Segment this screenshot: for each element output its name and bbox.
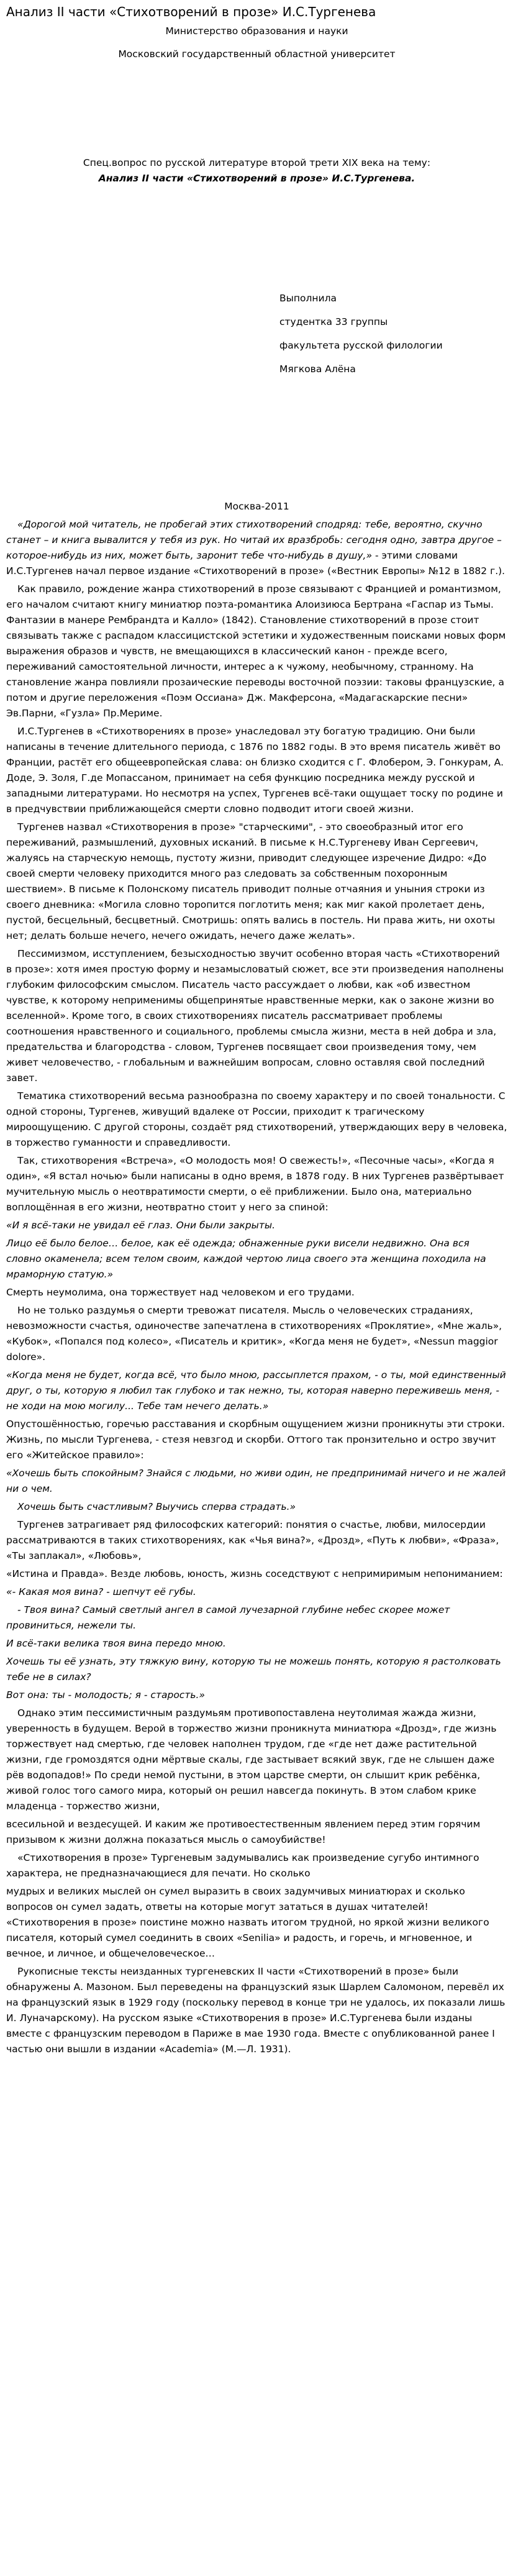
body-paragraph xyxy=(6,1636,507,1651)
body-paragraph xyxy=(6,1089,507,1151)
quote-text: «- Какая моя вина? - шепчут её губы. xyxy=(6,1586,196,1597)
body-paragraph xyxy=(6,1688,507,1703)
quote-text: «Дорогой мой читатель, не пробегай этих стихотворений сподряд: тебе, вероятно, скучно станет – и книга вывалится у тебя из рук. Но читай их вразбробь: сегодня одно, завтра другое – которое-нибудь из них, может быть, заронит тебе что-нибудь в душу,» xyxy=(6,519,502,561)
quote-text: «И я всё-таки не увидал её глаз. Они были закрыты. xyxy=(6,1220,276,1231)
author-block xyxy=(279,291,507,377)
ministry-line: Министерство образования и науки xyxy=(165,25,348,37)
city-year: Москва-2011 xyxy=(224,501,289,512)
body-paragraph xyxy=(6,1303,507,1365)
spacer xyxy=(6,62,507,155)
body-paragraph xyxy=(6,1153,507,1215)
paragraph-text: Тургенев затрагивает ряд философских категорий: понятия о счастье, любви, милосердии рассматриваются в таких стихотворениях, как «Чья вина?», «Дрозд», «Путь к любви», «Фраза», «Ты заплакал», «Любовь», xyxy=(6,1519,499,1561)
quote-text: Хочешь быть счастливым? Выучись сперва страдать.» xyxy=(17,1501,296,1512)
body-paragraph xyxy=(6,1466,507,1497)
paragraph-text: Опустошённостью, горечью расставания и скорбным ощущением жизни проникнуты эти строки. Жизнь, по мысли Тургенева, - стезя невзгод и скорби. Оттого так пронзительно и остро звучит его «Житейское правило»: xyxy=(6,1418,506,1461)
spec-question-title: Анализ II части «Стихотворений в прозе» И.С.Тургенева. xyxy=(98,173,415,184)
paragraph-text: «Стихотворения в прозе» Тургеневым задумывались как произведение сугубо интимного характера, не предназначающиеся для печати. Но сколько xyxy=(6,1852,479,1879)
quote-text: Лицо её было белое… белое, как её одежда; обнаженные руки висели недвижно. Она вся словно окаменела; всем телом своим, каждой чертою лица своего эта женщина походила на мраморную статую.» xyxy=(6,1238,486,1280)
author-name: Мягкова Алёна xyxy=(279,363,356,375)
paragraph-text: Тургенев назвал «Стихотворения в прозе» "старческими", - это своеобразный итог его переживаний, размышлений, духовных исканий. В письме к Н.С.Тургеневу Иван Сергеевич, жалуясь на старческую немощь, пустоту жизни, приводит следующее изречение Дидро: «До своей смерти человеку приходится много раз следовать за собственным похоронным шествием». В письме к Полонскому писатель приводит полные отчаяния и уныния строки из своего дневника: «Могила словно торопится поглотить меня; как миг какой пролетает день, пустой, бесцельный, бесцветный. Смотришь: опять вались в постель. Ни права жить, ни охоты нет; делать больше нечего, нечего ожидать, нечего даже желать». xyxy=(6,821,496,941)
paragraph-text: Смерть неумолима, она торжествует над человеком и его трудами. xyxy=(6,1287,355,1298)
paragraph-text: Пессимизмом, исступлением, безысходностью звучит особенно вторая часть «Стихотворений в прозе»: хотя имея простую форму и незамысловатый сюжет, все эти произведения наполнены глубоким философским смыслом. Писатель часто рассуждает о любви, как «об известном чувстве, к которому неприменимы общепринятые нравственные мерки, как о законе жизни во вселенной». Кроме того, в своих стихотворениях писатель рассматривает проблемы соотношения нравственного и социального, проблемы смысла жизни, места в ней добра и зла, предательства и благородства - словом, Тургенев посвящает свои произведения тому, чем живет человечество, - глобальным и важнейшим вопросам, словно оставляя свой последний завет. xyxy=(6,948,504,1084)
document-title: Анализ II части «Стихотворений в прозе» И.С.Тургенева xyxy=(6,4,376,19)
body-paragraph xyxy=(6,946,507,1086)
paragraph-text: Так, стихотворения «Встреча», «О молодость моя! О свежесть!», «Песочные часы», «Когда я один», «Я встал ночью» были написаны в одно время, в 1878 году. В них Тургенев развёртывает мучительную мысль о неотвратимости смерти, о её приближении. Было она, материально воплощённая в его жизни, неотвратно стоит у него за спиной: xyxy=(6,1155,504,1213)
body-paragraph xyxy=(6,582,507,721)
body-paragraph xyxy=(6,1499,507,1515)
paragraph-text: мудрых и великих мыслей он сумел выразить в своих задумчивых миниатюрах и сколько вопросов он сумел задать, ответы на которые могут зататься в душах читателей! «Стихотворения в прозе» поистине можно назвать итогом трудной, но яркой жизни великого писателя, который сумел соединить в своих «Senilia» и радость, и горечь, и мгновенное, и вечное, и личное, и общечеловеческое… xyxy=(6,1886,489,1959)
body-paragraph xyxy=(6,1706,507,1814)
spec-question-line: Спец.вопрос по русской литературе второй трети XIX века на тему: xyxy=(83,157,431,168)
author-group: студентка 33 группы xyxy=(279,316,388,327)
body-paragraph xyxy=(6,820,507,944)
body-paragraph xyxy=(6,1964,507,2057)
body-paragraph xyxy=(6,1566,507,1582)
body-paragraph xyxy=(6,1884,507,1962)
paragraph-text: Но не только раздумья о смерти тревожат писателя. Мысль о человеческих страданиях, невозможности счастья, одиночестве запечатлена в стихотворениях «Проклятие», «Мне жаль», «Кубок», «Попался под колесо», «Писатель и критик», «Когда меня не будет», «Nessun maggior dolore». xyxy=(6,1305,502,1363)
quote-text: И всё-таки велика твоя вина передо мною. xyxy=(6,1638,226,1649)
paragraph-text: «Истина и Правда». Везде любовь, юность, жизнь соседствуют с непримиримым непониманием: xyxy=(6,1568,503,1579)
university-line: Московский государственный областной университет xyxy=(118,48,396,60)
body-paragraph xyxy=(6,724,507,817)
quote-text: Вот она: ты - молодость; я - старость.» xyxy=(6,1689,205,1701)
author-line-1: Выполнила xyxy=(279,293,337,304)
author-faculty: факультета русской филологии xyxy=(279,340,443,351)
paragraph-text: И.С.Тургенев в «Стихотворениях в прозе» унаследовал эту богатую традицию. Они были написаны в течение длительного периода, с 1876 по 1882 годы. В это время писатель живёт во Франции, растёт его общеевропейская слава: он близко сходится с Г. Флобером, Э. Гонкурам, А. Доде, Э. Золя, Г.де Мопассаном, принимает на себя функцию посредника между русской и западными литературами. Но несмотря на успех, Тургенев всё-таки ощущает тоску по родине и в предчувствии приближающейся смерти словно подводит итоги своей жизни. xyxy=(6,726,504,815)
paragraph-text: - этими словами И.С.Тургенев начал первое издание «Стихотворений в прозе» («Вестник Европы» №12 в 1882 г.). xyxy=(6,550,506,577)
body-paragraph xyxy=(6,1517,507,1564)
body-paragraph xyxy=(6,1236,507,1282)
quote-text: «Хочешь быть спокойным? Знайся с людьми, но живи один, не предпринимай ничего и не жалей ни о чем. xyxy=(6,1468,506,1494)
paragraph-text: Как правило, рождение жанра стихотворений в прозе связывают с Францией и романтизмом, его началом считают книгу миниатюр поэта-романтика Алоизиюса Бертрана «Гаспар из Тьмы. Фантазии в манере Рембрандта и Калло» (1842). Становление стихотворений в прозе стоит связывать также с распадом классицистской эстетики и художественным поисками новых форм выражения образов и чувств, не вмещающихся в классический канон - прежде всего, переживаний самостоятельной личности, интерес а к чужому, необычному, странному. На становление жанра повлияли прозаические переводы восточной поэзии: таковы французские, а потом и другие перелoжения «Поэм Оссиана» Дж. Макферсона, «Мадагаскарские песни» Эв.Парни, «Гузла» Пр.Мериме. xyxy=(6,583,506,719)
body-paragraph xyxy=(6,517,507,579)
body-paragraph xyxy=(6,1584,507,1600)
paragraph-text: всесильной и вездесущей. И каким же противоестественным явлением перед этим горячим призывом к жизни должна показаться мысль о самоубийстве! xyxy=(6,1819,481,1845)
body-paragraph xyxy=(6,1602,507,1633)
quote-text: Хочешь ты её узнать, эту тяжкую вину, которую ты не можешь понять, которую я растолковать тебе не в силах? xyxy=(6,1656,501,1683)
body-paragraph xyxy=(6,1850,507,1881)
body-paragraph xyxy=(6,1218,507,1233)
body-paragraph xyxy=(6,1368,507,1414)
body-paragraph xyxy=(6,1654,507,1685)
quote-text: - Твоя вина? Самый светлый ангел в самой лучезарной глубине небес скорее может провиниться, нежели ты. xyxy=(6,1604,450,1631)
body-paragraph xyxy=(6,1417,507,1463)
paragraph-text: Рукописные тексты неизданных тургеневских II части «Стихотворений в прозе» были обнаружены А. Мазоном. Был переведены на французский язык Шарлем Саломоном, перевёл их на французский язык в 1929 году (поскольку перевод в конце три не удалось, их показали лишь И. Луначарскому). На русском языке «Стихотворения в прозе» И.С.Тургенева были изданы вместе с французским переводом в Париже в мае 1930 года. Вместе с опубликованной ранее I частью они вышли в издании «Academia» (М.—Л. 1931). xyxy=(6,1966,506,2055)
paragraph-text: Тематика стихотворений весьма разнообразна по своему характеру и по своей тональности. С одной стороны, Тургенев, живущий вдалеке от России, приходит к трагическому мироощущению. С другой стороны, создаёт ряд стихотворений, утверждающих веру в человека, в торжество гуманности и справедливости. xyxy=(6,1090,507,1148)
document-body xyxy=(6,517,507,2057)
quote-text: «Когда меня не будет, когда всё, что было мною, рассыплется прахом, - о ты, мой единственный друг, о ты, которую я любил так глубоко и так нежно, ты, которая наверно переживешь меня, - не ходи на мою могилу... Тебе там нечего делать.» xyxy=(6,1369,506,1412)
paragraph-text: Однако этим пессимистичным раздумьям противопоставлена неутолимая жажда жизни, уверенность в будущем. Верой в торжество жизни проникнута миниатюра «Дрозд», где жизнь торжествует над смертью, где человек наполнен трудом, где «где нет даже растительной жизни, где громоздятся одни мёртвые скалы, где застывает всякий звук, где не слышен даже рёв водопадов!» По среди немой пустыни, в этом царстве смерти, он слышит крик ребёнка, живой голос того самого мира, который он решил навсегда покинуть. В этом слабом крике младенца - торжество жизни, xyxy=(6,1707,497,1812)
body-paragraph xyxy=(6,1285,507,1300)
body-paragraph xyxy=(6,1817,507,1848)
